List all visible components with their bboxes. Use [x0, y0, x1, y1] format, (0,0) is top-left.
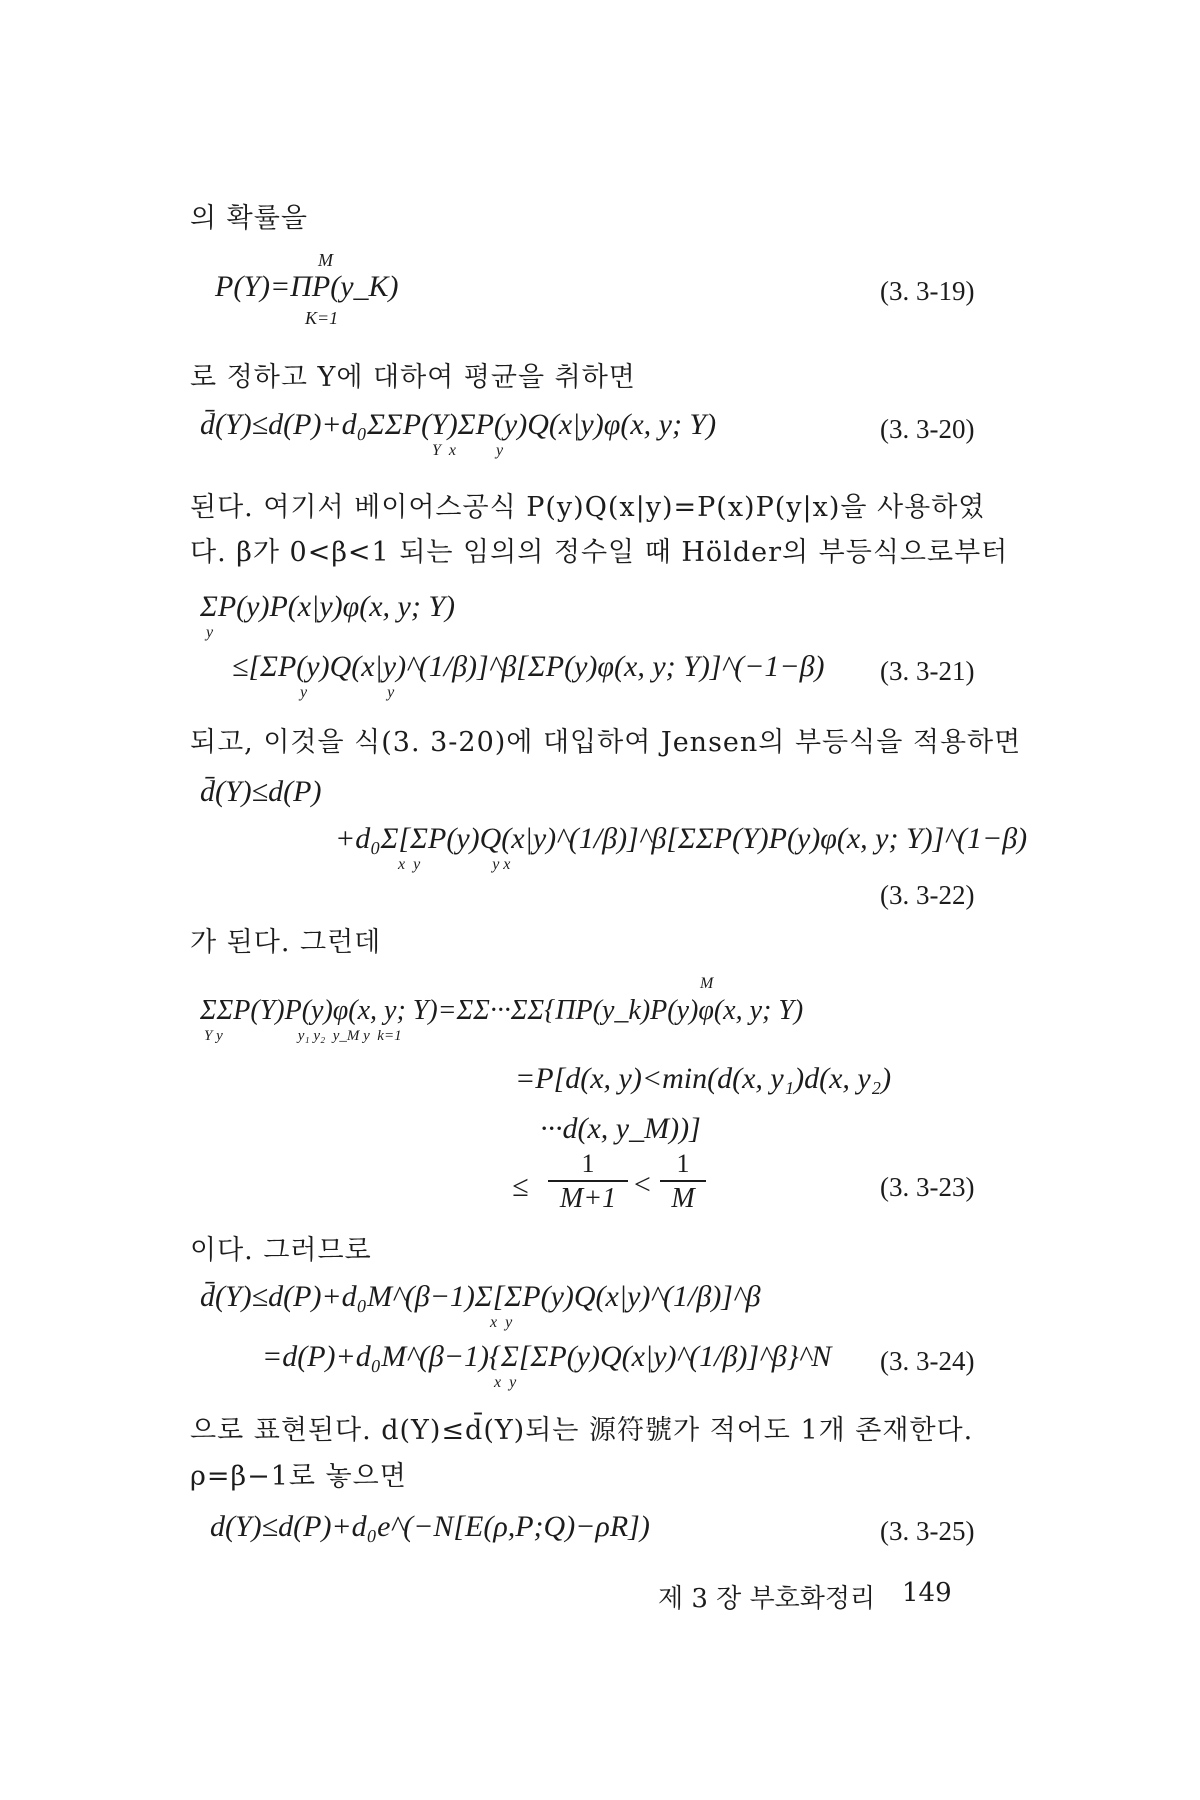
summation-indices: y y [300, 684, 395, 701]
equation: ···d(x, y_M))] [540, 1112, 701, 1145]
text-line: 로 정하고 Y에 대하여 평균을 취하면 [190, 362, 636, 393]
text-line: 으로 표현된다. d(Y)≤d̄(Y)되는 源符號가 적어도 1개 존재한다. [190, 1415, 974, 1446]
summation-indices: x y [490, 1314, 513, 1331]
product-upper-limit: M [700, 975, 714, 992]
equation: ≤[ΣP(y)Q(x|y)^(1/β)]^β[ΣP(y)φ(x, y; Y)]^(−1−β) [232, 650, 825, 683]
equation: ΣΣP(Y)P(y)φ(x, y; Y)=ΣΣ···ΣΣ{ΠP(y_k)P(y)φ(x, y; Y) [200, 995, 804, 1026]
summation-indices: x y [494, 1374, 517, 1391]
equation-number: (3. 3-25) [880, 1516, 975, 1546]
equation: d̄(Y)≤d(P)+d₀ΣΣP(Y)ΣP(y)Q(x|y)φ(x, y; Y) [200, 408, 717, 441]
equation: +d₀Σ[ΣP(y)Q(x|y)^(1/β)]^β[ΣΣP(Y)P(y)φ(x, y; Y)]^(1−β) [335, 822, 1028, 855]
text-line: ρ=β−1로 놓으면 [190, 1461, 407, 1492]
equation-number: (3. 3-21) [880, 656, 975, 686]
summation-indices: x y y x [398, 856, 511, 873]
running-footer-chapter: 제 3 장 부호화정리 [658, 1584, 876, 1614]
product-upper-limit: M [318, 250, 333, 270]
text-line: 다. β가 0<β<1 되는 임의의 정수일 때 Hölder의 부등식으로부터 [190, 537, 1009, 568]
equation-number: (3. 3-19) [880, 276, 975, 306]
text-line: 된다. 여기서 베이어스공식 P(y)Q(x|y)=P(x)P(y|x)을 사용하였 [190, 492, 986, 523]
equation: d̄(Y)≤d(P)+d₀M^(β−1)Σ[ΣP(y)Q(x|y)^(1/β)]^β [200, 1280, 761, 1313]
equation: ΣP(y)P(x|y)φ(x, y; Y) [200, 590, 456, 623]
text-line: 이다. 그러므로 [190, 1235, 372, 1266]
fraction-numerator: 1 [581, 1149, 595, 1178]
equation: d̄(Y)≤d(P) [200, 775, 322, 808]
equation-number: (3. 3-23) [880, 1172, 975, 1202]
fraction [660, 1148, 706, 1216]
equation-number: (3. 3-20) [880, 414, 975, 444]
summation-index: y [206, 624, 214, 641]
product-lower-limit: K=1 [305, 308, 339, 328]
fraction-denominator: M+1 [559, 1183, 617, 1214]
fraction-numerator: 1 [676, 1149, 690, 1178]
equation: d(Y)≤d(P)+d₀e^(−N[E(ρ,P;Q)−ρR]) [210, 1510, 650, 1543]
equation-number: (3. 3-24) [880, 1346, 975, 1376]
text-line: 되고, 이것을 식(3. 3-20)에 대입하여 Jensen의 부등식을 적용하면 [190, 727, 1022, 758]
equation: =P[d(x, y)<min(d(x, y₁)d(x, y₂) [515, 1062, 892, 1095]
summation-indices: Y x y [432, 442, 504, 459]
less-than-sign: < [632, 1168, 653, 1201]
fraction-denominator: M [671, 1183, 695, 1214]
fraction [548, 1148, 628, 1216]
equation: =d(P)+d₀M^(β−1){Σ[ΣP(y)Q(x|y)^(1/β)]^β}^N [262, 1340, 832, 1373]
text-line: 의 확률을 [190, 203, 308, 234]
equation-number: (3. 3-22) [880, 880, 975, 910]
summation-indices: Y y y₁ y₂ y_M y k=1 [204, 1028, 402, 1044]
page-number: 149 [902, 1578, 952, 1608]
text-line: 가 된다. 그런데 [190, 927, 382, 958]
less-or-equal-sign: ≤ [512, 1170, 529, 1203]
equation: P(Y)=ΠP(y_K) [215, 270, 399, 303]
